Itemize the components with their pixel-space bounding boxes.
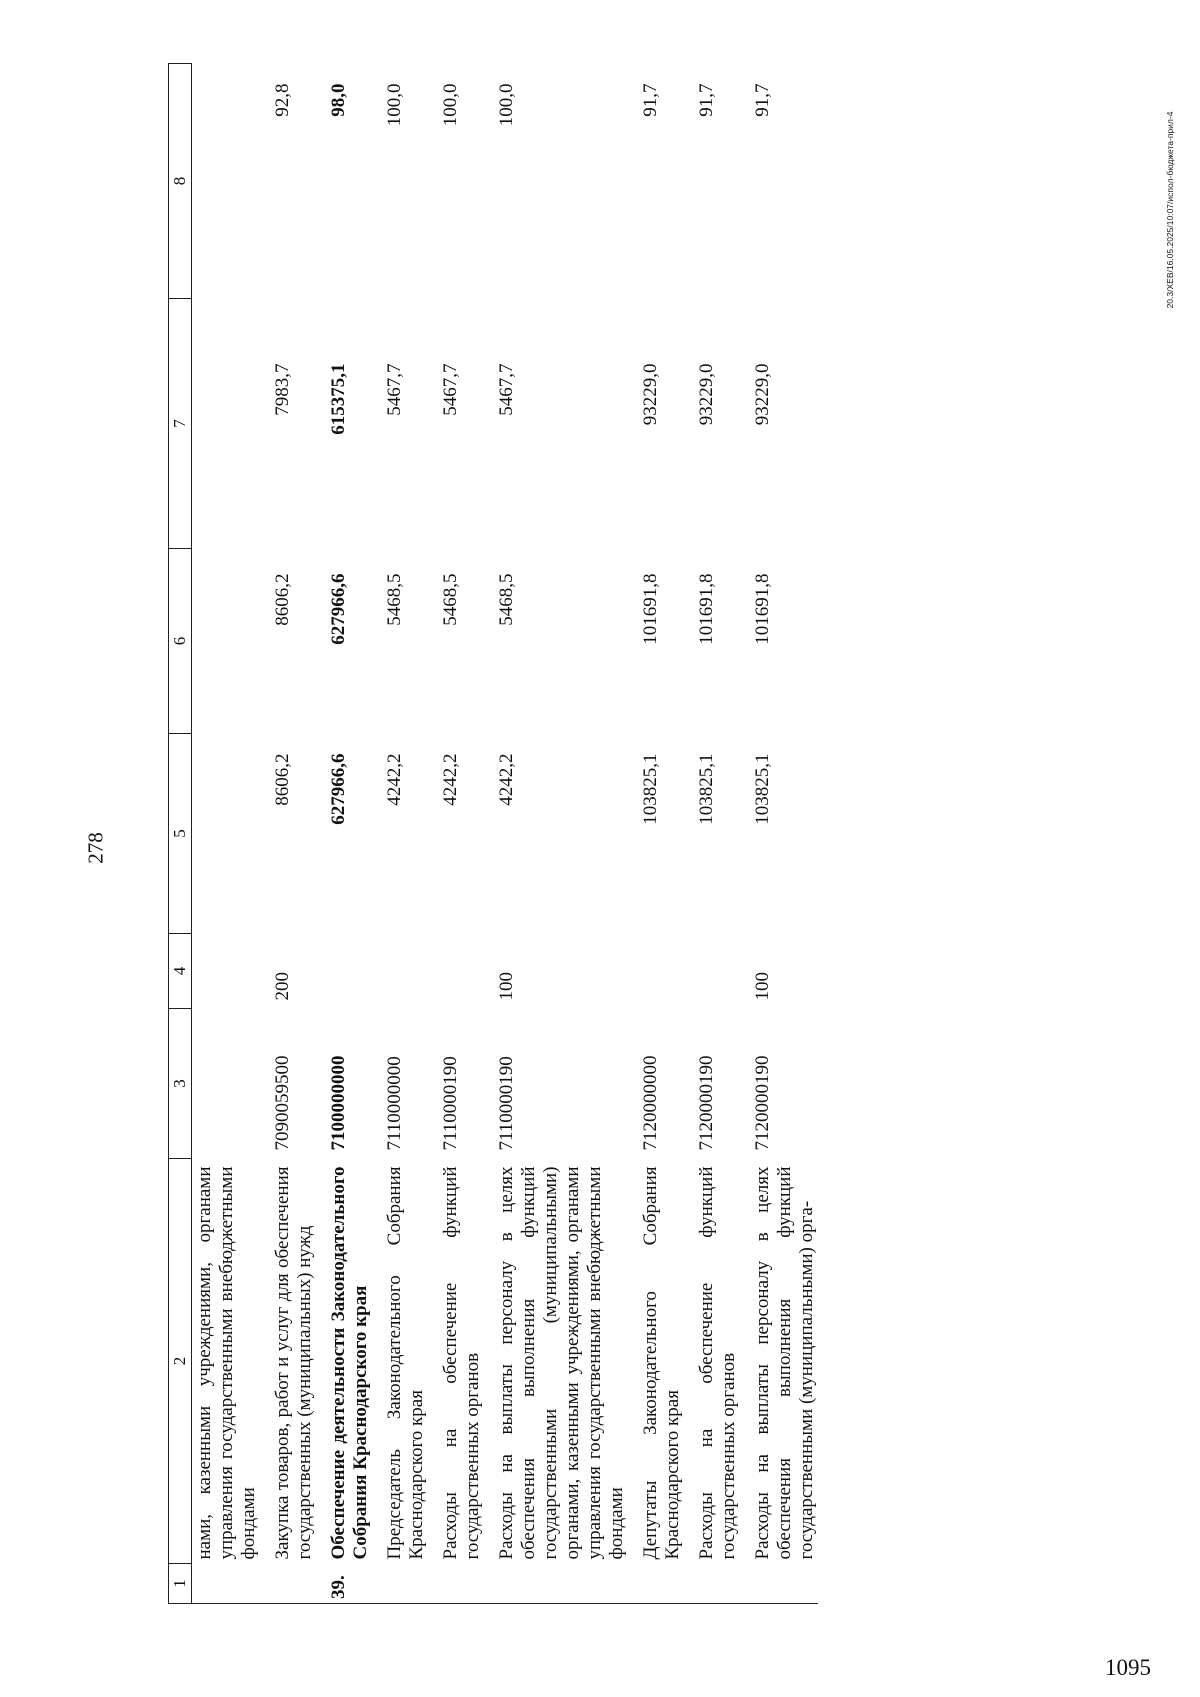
- row-value-col6: 5468,5: [384, 573, 405, 626]
- column-header-7: 7: [169, 299, 192, 549]
- row-number: [628, 1564, 684, 1604]
- row-value-col8: 92,8: [272, 83, 293, 117]
- row-value-col6: [192, 549, 261, 734]
- row-value-col7: 7983,7: [272, 363, 293, 416]
- table-row: [316, 64, 372, 1604]
- row-value-col8: 98,0: [328, 83, 349, 117]
- row-target-code: 7090059500: [272, 1055, 293, 1151]
- row-target-code: 7110000000: [384, 1056, 405, 1151]
- row-number: [740, 1564, 818, 1604]
- row-name: нами, казенными учреждениями, органами управления государственными внебюджетными фондами: [194, 1166, 259, 1560]
- row-number: [484, 1564, 628, 1604]
- row-name: Расходы на обеспечение функций государственных органов: [696, 1166, 739, 1560]
- table-body: [192, 64, 819, 1604]
- page-number: 278: [83, 832, 108, 864]
- row-value-col6: 101691,8: [752, 573, 773, 645]
- row-target-code: 7100000000: [328, 1055, 349, 1151]
- row-target-code: 7120000190: [696, 1055, 717, 1151]
- row-target-code: 7110000190: [440, 1056, 461, 1151]
- budget-table: [168, 63, 818, 1604]
- table-row: [740, 64, 818, 1604]
- row-value-col7: 93229,0: [696, 363, 717, 426]
- row-name: Расходы на обеспечение функций государственных органов: [440, 1166, 483, 1560]
- row-number: [192, 1564, 261, 1604]
- row-name: Закупка товаров, работ и услуг для обеспечения государственных (муниципальных) нужд: [272, 1166, 315, 1560]
- row-value-col5: 4242,2: [496, 753, 517, 806]
- header-row: [169, 64, 192, 1604]
- row-value-col5: 4242,2: [384, 753, 405, 806]
- budget-table-container: [168, 64, 1200, 1604]
- column-header-3: 3: [169, 1009, 192, 1159]
- row-name: Расходы на выплаты персоналу в целях обеспечения выполнения функций государственными (муниципальными) орга-: [752, 1166, 817, 1560]
- table-row: [484, 64, 628, 1604]
- row-value-col5: [192, 734, 261, 934]
- row-name: Обеспечение деятельности Законодательного Собрания Краснодарского края: [328, 1166, 371, 1560]
- table-header: [169, 64, 192, 1604]
- table-row: [684, 64, 740, 1604]
- row-value-col8: 100,0: [496, 83, 517, 127]
- column-header-5: 5: [169, 734, 192, 934]
- row-target-code: 7110000190: [496, 1056, 517, 1151]
- column-header-4: 4: [169, 934, 192, 1009]
- table-row: [260, 64, 316, 1604]
- row-expense-type: [628, 934, 684, 1009]
- row-value-col7: 93229,0: [640, 363, 661, 426]
- row-value-col8: 100,0: [440, 83, 461, 127]
- row-name: Депутаты Законодательного Собрания Краснодарского края: [640, 1166, 683, 1560]
- row-target-code: 7120000000: [640, 1055, 661, 1151]
- column-header-8: 8: [169, 64, 192, 299]
- row-value-col8: 91,7: [752, 83, 773, 117]
- table-row: [192, 64, 261, 1604]
- table-row: [628, 64, 684, 1604]
- row-value-col7: 5467,7: [496, 363, 517, 416]
- row-expense-type: [192, 934, 261, 1009]
- row-name: Расходы на выплаты персоналу в целях обеспечения выполнения функций государственными (муниципальными) органами, казенными учреждениями, органами управления государственными внебюджетными фондами: [496, 1166, 627, 1560]
- row-number: [260, 1564, 316, 1604]
- row-number: [684, 1564, 740, 1604]
- row-value-col6: 101691,8: [640, 573, 661, 645]
- row-expense-type: [372, 934, 428, 1009]
- row-expense-type: [684, 934, 740, 1009]
- row-value-col7: 615375,1: [328, 363, 349, 435]
- row-expense-type: 200: [272, 972, 293, 1001]
- column-header-1: 1: [169, 1564, 192, 1604]
- row-value-col6: 5468,5: [496, 573, 517, 626]
- row-value-col5: 103825,1: [696, 753, 717, 825]
- row-expense-type: 100: [752, 972, 773, 1001]
- row-value-col8: [192, 64, 261, 299]
- row-number: [372, 1564, 428, 1604]
- row-value-col5: 627966,6: [328, 753, 349, 825]
- row-value-col6: 8606,2: [272, 573, 293, 626]
- row-number: [428, 1564, 484, 1604]
- row-value-col7: 93229,0: [752, 363, 773, 426]
- document-footer-code: 20.3/XEB/16.05.2025/10:07/испол-бюджета-прил-4: [1165, 111, 1175, 309]
- column-header-2: 2: [169, 1159, 192, 1564]
- row-name: Председатель Законодательного Собрания Краснодарского края: [384, 1166, 427, 1560]
- row-value-col7: 5467,7: [384, 363, 405, 416]
- row-value-col6: 5468,5: [440, 573, 461, 626]
- row-value-col7: 5467,7: [440, 363, 461, 416]
- table-row: [372, 64, 428, 1604]
- row-value-col8: 100,0: [384, 83, 405, 127]
- row-value-col6: 627966,6: [328, 573, 349, 645]
- row-target-code: [192, 1009, 261, 1159]
- table-row: [428, 64, 484, 1604]
- row-number: 39.: [316, 1564, 372, 1604]
- row-expense-type: 100: [496, 972, 517, 1001]
- row-value-col5: 103825,1: [752, 753, 773, 825]
- row-expense-type: [428, 934, 484, 1009]
- row-value-col8: 91,7: [640, 83, 661, 117]
- row-value-col5: 4242,2: [440, 753, 461, 806]
- row-value-col8: 91,7: [696, 83, 717, 117]
- sheet-number: 1095: [1105, 1655, 1151, 1680]
- column-header-6: 6: [169, 549, 192, 734]
- row-value-col7: [192, 299, 261, 549]
- row-target-code: 7120000190: [752, 1055, 773, 1151]
- row-expense-type: [316, 934, 372, 1009]
- row-value-col5: 8606,2: [272, 753, 293, 806]
- row-value-col5: 103825,1: [640, 753, 661, 825]
- row-value-col6: 101691,8: [696, 573, 717, 645]
